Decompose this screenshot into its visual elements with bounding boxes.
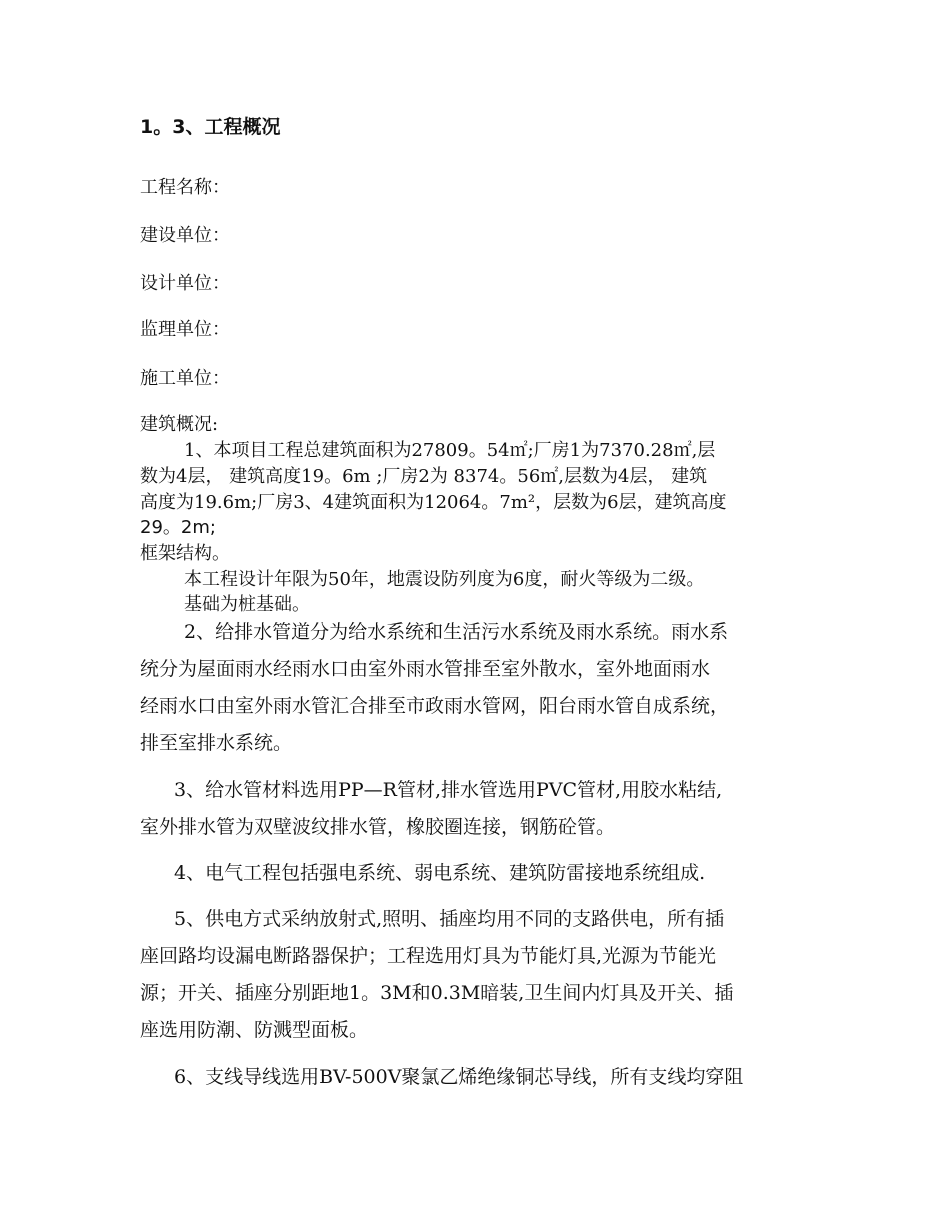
paragraph-5-line: 源；开关、插座分别距地1。3M和0.3M暗装,卫生间内灯具及开关、插 [140,982,734,1004]
paragraph-1-line: 1、本项目工程总建筑面积为27809。54㎡;厂房1为7370.28㎡,层 [184,440,716,461]
paragraph-2-line: 排至室排水系统。 [140,732,293,754]
structure-line: 框架结构。 [140,543,230,564]
paragraph-2-line: 2、给排水管道分为给水系统和生活污水系统及雨水系统。雨水系 [184,621,729,643]
paragraph-1-line: 29。2m; [140,517,216,538]
field-supervision-unit: 监理单位： [140,319,230,340]
field-construction-unit: 建设单位： [140,225,230,246]
section-heading: 1。3、工程概况 [140,116,281,138]
paragraph-3-line: 室外排水管为双壁波纹排水管，橡胶圈连接，钢筋砼管。 [140,816,616,838]
paragraph-5-line: 座选用防潮、防溅型面板。 [140,1019,369,1041]
paragraph-5-line: 座回路均设漏电断路器保护；工程选用灯具为节能灯具,光源为节能光 [140,945,717,967]
paragraph-5-line: 5、供电方式采纳放射式,照明、插座均用不同的支路供电，所有插 [174,908,725,930]
field-design-unit: 设计单位： [140,273,230,294]
field-builder-unit: 施工单位： [140,368,230,389]
paragraph-2-line: 统分为屋面雨水经雨水口由室外雨水管排至室外散水，室外地面雨水 [140,658,711,680]
overview-label: 建筑概况: [140,414,219,435]
foundation-line: 基础为桩基础。 [184,594,310,615]
paragraph-1-line: 数为4层， 建筑高度19。6m ;厂房2为 8374。56㎡,层数为4层， 建筑 [140,466,708,487]
design-life-line: 本工程设计年限为50年，地震设防列度为6度，耐火等级为二级。 [184,569,705,590]
paragraph-1-line: 高度为19.6m;厂房3、4建筑面积为12064。7m²，层数为6层，建筑高度 [140,492,727,513]
paragraph-2-line: 经雨水口由室外雨水管汇合排至市政雨水管网，阳台雨水管自成系统， [140,695,730,717]
field-project-name: 工程名称： [140,177,230,198]
paragraph-4-line: 4、电气工程包括强电系统、弱电系统、建筑防雷接地系统组成. [174,862,706,884]
paragraph-3-line: 3、给水管材料选用PP—R管材,排水管选用PVC管材,用胶水粘结, [174,779,723,801]
paragraph-6-line: 6、支线导线选用BV-500V聚氯乙烯绝缘铜芯导线，所有支线均穿阻 [174,1066,744,1088]
